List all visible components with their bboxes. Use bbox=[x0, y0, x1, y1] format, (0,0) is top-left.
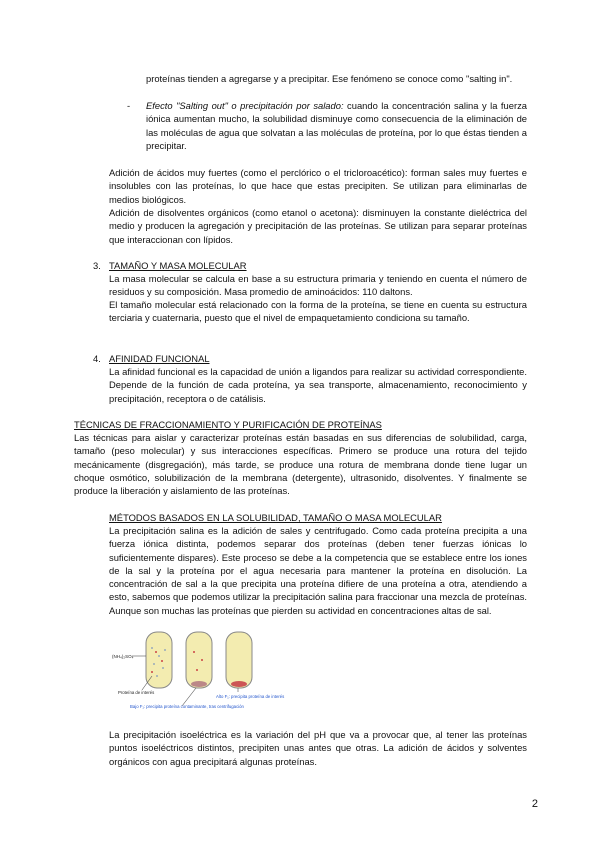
tamano-paragraph-2: El tamaño molecular está relacionado con la forma de la proteína, se tiene en cuenta su estructura terciaria y cuaternaria, puesto que el nivel de empaquetamiento condiciona su tamaño. bbox=[109, 299, 527, 324]
tecnicas-paragraph: Las técnicas para aislar y caracterizar proteínas están basadas en sus diferencias de solubilidad, carga, tamaño (peso molecular) y sus interacciones específicas. Primero se produce una rotura del tejido mecánicamente (disgregación), más tarde, se produce una rotura de membrana donde tiene lugar un choque osmótico, solubilización de la membrana (detergente), ultrasonido, disolventes. Y finalmente se produce la liberación y aislamiento de las proteínas. bbox=[74, 432, 527, 497]
tecnicas-title: TÉCNICAS DE FRACCIONAMIENTO Y PURIFICACIÓN DE PROTEÍNAS bbox=[74, 419, 382, 430]
salting-in-continuation: proteínas tienden a agregarse y a precipitar. Ese fenómeno se conoce como "salting in". bbox=[146, 73, 513, 84]
metodos-paragraph-1: La precipitación salina es la adición de sales y centrifugado. Como cada proteína precipita a una fuerza iónica distinta, podemos separar dos proteínas (deben tener fuerzas iónicas lo suficientemente dispares). Este proceso se debe a la competencia que se establece entre los iones de la sal y la proteína por el agua necesaria para mantener la proteína en disolución. La concentración de sal a la que precipita una proteína difiere de una proteína a otra, atendiendo a esto, sabemos que podemos utilizar la precipitación salina para fraccionar una mezcla de proteínas. Aunque son muchas las proteínas que pierden su actividad en concentraciones altas de sal. bbox=[109, 525, 527, 616]
tamano-paragraph-1: La masa molecular se calcula en base a su estructura primaria y teniendo en cuenta el número de residuos y su composición. Masa promedio de aminoácidos: 110 daltons. bbox=[109, 273, 527, 298]
precipitation-figure bbox=[112, 628, 302, 728]
label-protein: Proteína de interés bbox=[118, 690, 155, 695]
acidos-paragraph: Adición de ácidos muy fuertes (como el perclórico o el tricloroacético): forman sales muy fuertes e insolubles con las proteínas, lo que hace que estas precipiten. Se utilizan para eliminarlas de medios biológicos. bbox=[109, 167, 527, 205]
tube-3 bbox=[226, 632, 252, 688]
page-number: 2 bbox=[531, 798, 538, 810]
salting-out-label: Efecto "Salting out" o precipitación por salado: bbox=[146, 100, 344, 111]
salting-out-paragraph bbox=[146, 99, 527, 152]
tube-1 bbox=[146, 632, 172, 688]
tube-2 bbox=[186, 632, 212, 688]
salting-out-text: cuando la concentración salina y la fuerza iónica aumentan mucho, la solubilidad disminuye como consecuencia de la eliminación de las moléculas de agua que solvatan a las moléculas de proteína, por lo que éstas tienden a precipitar. bbox=[146, 100, 527, 151]
bullet-dash: - bbox=[127, 100, 131, 111]
section-3-title: TAMAÑO Y MASA MOLECULAR bbox=[109, 260, 247, 271]
metodos-paragraph-2: La precipitación isoeléctrica es la variación del pH que va a provocar que, al tener las proteínas puntos isoeléctricos distintos, precipiten unas antes que otras. La adición de ácidos y solventes orgánicos con agua precipitará algunas proteínas. bbox=[109, 729, 527, 767]
disolventes-paragraph: Adición de disolventes orgánicos (como etanol o acetona): disminuyen la constante dieléctrica del medio y producen la agregación y precipitación de las proteínas. Se utilizan para separar proteínas que interaccionan con lípidos. bbox=[109, 207, 527, 245]
section-4-title: AFINIDAD FUNCIONAL bbox=[109, 353, 210, 364]
section-4-number: 4. bbox=[93, 353, 101, 364]
afinidad-paragraph: La afinidad funcional es la capacidad de unión a ligandos para realizar su actividad correspondiente. Depende de la función de cada proteína, ya sea transporte, almacenamiento, reconocimiento y precipitación, receptora o de catálisis. bbox=[109, 366, 527, 404]
metodos-title: MÉTODOS BASADOS EN LA SOLUBILIDAD, TAMAÑO O MASA MOLECULAR bbox=[109, 512, 442, 523]
label-salt: (NH₄)₂SO₄ bbox=[112, 654, 134, 659]
section-3-number: 3. bbox=[93, 260, 101, 271]
label-low: Bajo F₁: precipita proteína contaminante, tras centrifugación bbox=[130, 704, 244, 709]
label-high: Alto F₁: precipita proteína de interés bbox=[216, 694, 285, 699]
